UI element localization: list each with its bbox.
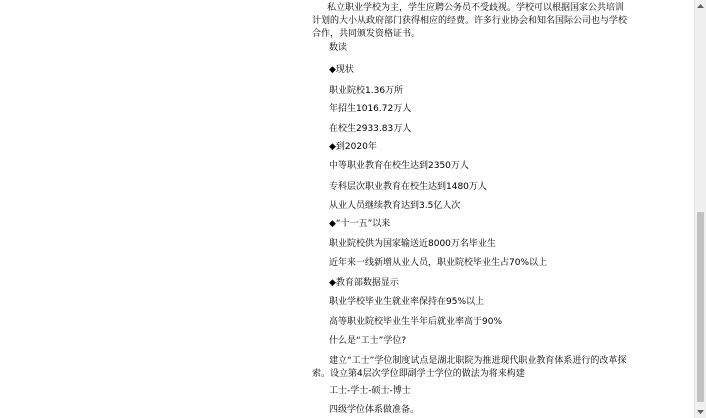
stat-line: 高等职业院校毕业生半年后就业率高于90% bbox=[329, 317, 503, 327]
question-heading: 什么是“工士”学位? bbox=[329, 336, 407, 346]
stat-line: 年招生1016.72万人 bbox=[329, 104, 412, 114]
stat-line: 专科层次职业教育在校生达到1480万人 bbox=[329, 182, 487, 192]
degree-chain: 工士-学士-硕士-博士 bbox=[329, 386, 411, 396]
stat-line: 在校生2933.83万人 bbox=[329, 124, 412, 134]
closing-line: 四级学位体系做准备。 bbox=[329, 405, 420, 415]
arrow-down-icon[interactable] bbox=[695, 406, 706, 418]
heading-current: ◆现状 bbox=[329, 65, 354, 75]
heading-ministry-data: ◆教育部数据显示 bbox=[329, 278, 399, 288]
stat-line: 中等职业教育在校生达到2350万人 bbox=[329, 161, 469, 171]
section-label-shudu: 数读 bbox=[329, 43, 348, 53]
degree-paragraph: 建立“工士”学位制度试点是湖北职院为推进现代职业教育体系进行的改革探索。设立第4层次学位即副学士学位的做法为将来构建 bbox=[312, 356, 627, 379]
stat-line: 近年来一线新增从业人员，职业院校毕业生占70%以上 bbox=[329, 258, 548, 268]
stat-line: 职业院校供为国家输送近8000万名毕业生 bbox=[329, 239, 496, 249]
scrollbar-thumb[interactable] bbox=[697, 212, 704, 402]
intro-paragraph: 私立职业学校为主，学生应聘公务员不受歧视。学校可以根据国家公共培训计划的大小从政府部门获得相应的经费。许多行业协会和知名国际公司也与学校合作，共同颁发资格证书。 bbox=[312, 3, 628, 39]
stat-line: 职业院校1.36万所 bbox=[329, 86, 404, 96]
heading-11th-five-year: ◆“十一五”以来 bbox=[329, 219, 391, 229]
stat-line: 从业人员继续教育达到3.5亿人次 bbox=[329, 201, 461, 211]
heading-2020: ◆到2020年 bbox=[329, 142, 377, 152]
arrow-up-icon[interactable] bbox=[695, 0, 706, 12]
stat-line: 职业学校毕业生就业率保持在95%以上 bbox=[329, 297, 485, 307]
vertical-scrollbar[interactable] bbox=[694, 0, 706, 418]
